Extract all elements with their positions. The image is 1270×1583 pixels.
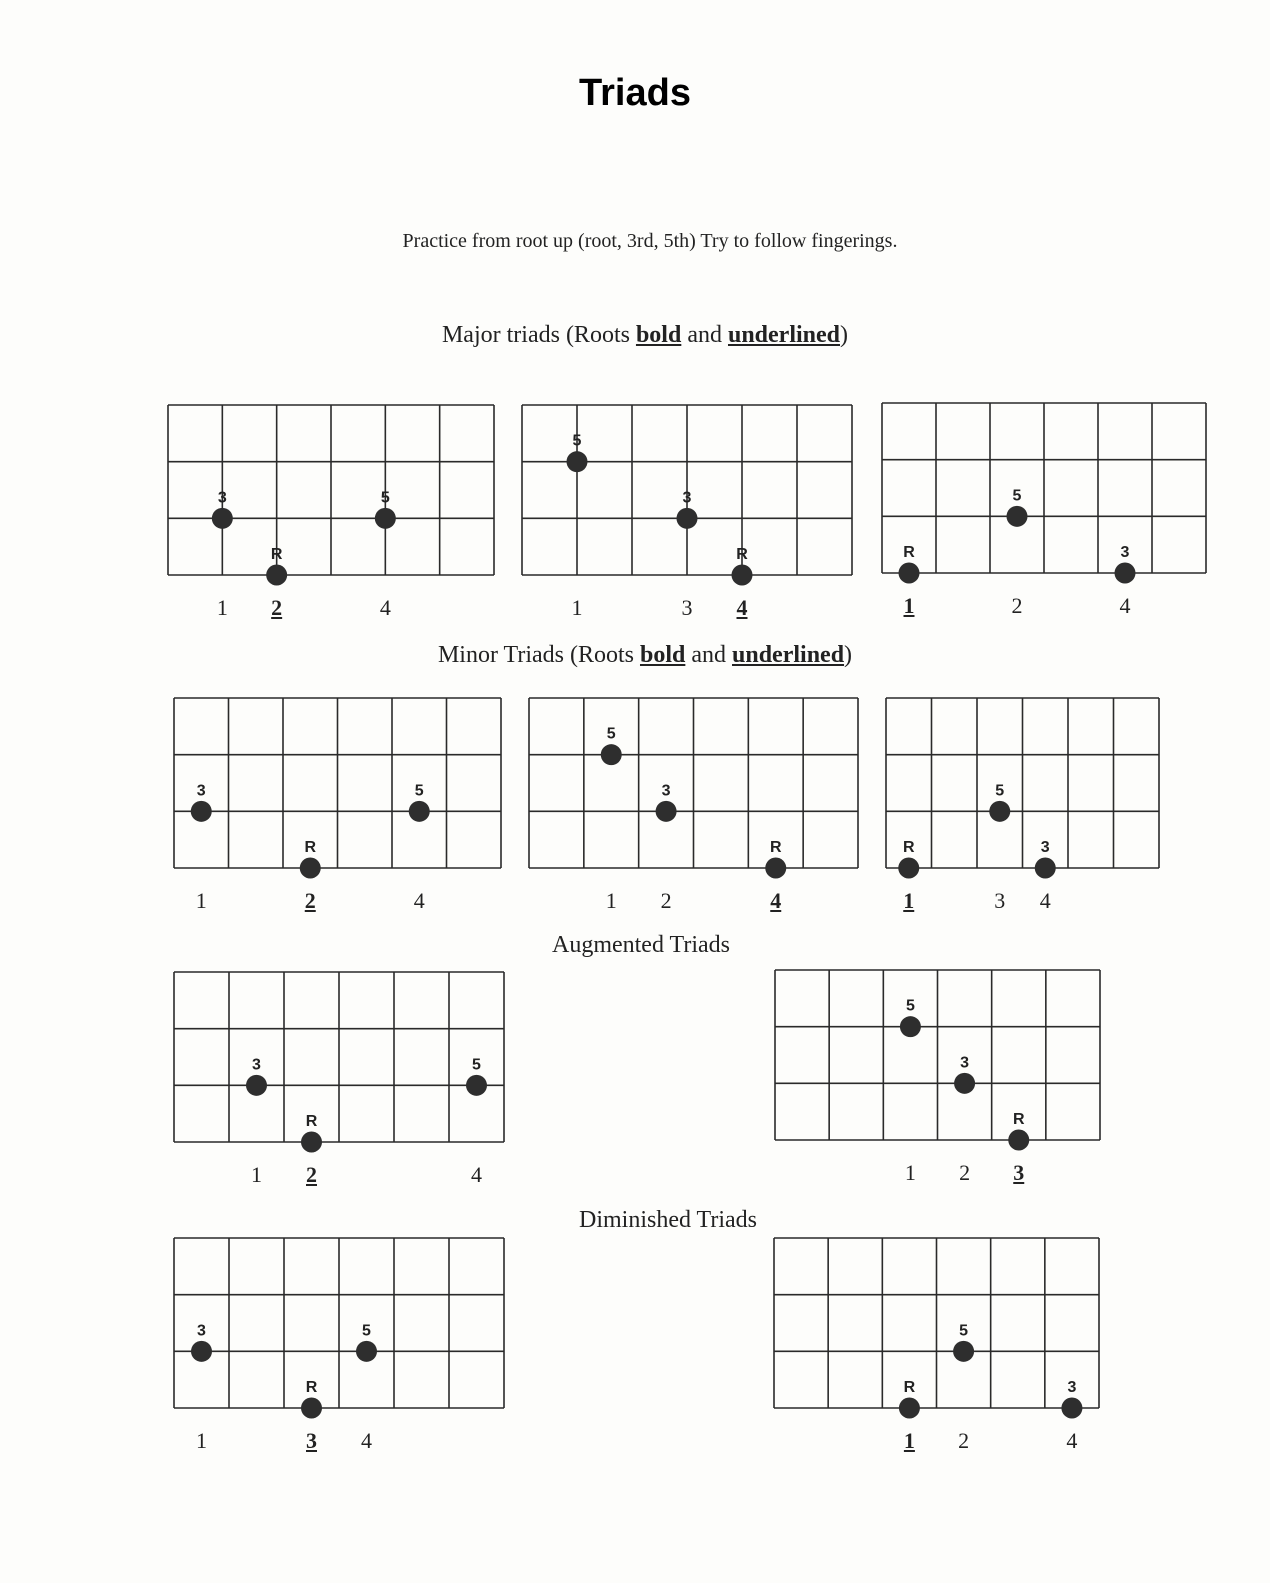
note-label: 3 [1120,544,1130,561]
fretboard-diagram [174,972,504,1187]
note-label: R [270,546,283,563]
heading-minor: Minor Triads (Roots bold and underlined) [437,642,853,668]
fingering-number: 4 [471,1162,482,1187]
fingering-number: 1 [605,888,617,913]
fingering-number: 4 [1066,1428,1078,1453]
fingering-number: 2 [959,1160,971,1185]
note-label: R [305,1379,318,1396]
root-fingering-number: 2 [271,595,283,620]
note-label: 3 [197,1322,206,1340]
note-label: R [769,839,782,856]
fretboard-diagram [168,405,494,620]
note-label: 5 [905,997,915,1015]
note-label: R [902,839,915,856]
fingering-row [174,698,501,913]
fingering-row [882,403,1206,618]
fretboard-diagram [886,698,1159,913]
fingering-row [522,405,852,620]
fingering-number: 4 [413,888,425,913]
fretboard-diagram [529,698,858,913]
note-label: 3 [1067,1379,1077,1396]
note-label: R [903,1379,916,1396]
root-fingering-number: 3 [306,1428,317,1453]
underlined-word: underlined [732,642,845,668]
fretboard-diagram [174,698,501,913]
note-label: R [304,839,317,856]
note-label: R [903,544,915,561]
fingering-number: 1 [196,1428,207,1453]
fingering-row [174,972,504,1187]
note-label: 5 [380,489,390,507]
fingering-number: 4 [1039,888,1051,913]
note-label: 3 [196,782,206,800]
fingering-number: 4 [379,595,391,620]
note-label: R [305,1113,318,1130]
fingering-number: 3 [994,888,1006,913]
heading-augmented: Augmented Triads [551,932,730,958]
fretboard-diagram [774,1238,1099,1453]
note-label: 3 [960,1054,970,1072]
note-label: 3 [682,489,692,507]
fingering-number: 1 [216,595,228,620]
note-label: 5 [472,1056,481,1074]
note-label: 5 [959,1322,969,1340]
root-fingering-number: 4 [770,888,782,913]
heading-major: Major triads (Roots bold and underlined) [441,322,849,348]
fretboard-diagram [775,970,1100,1185]
note-label: 3 [1040,839,1050,856]
fingering-row [886,698,1159,913]
root-fingering-number: 1 [903,593,915,618]
note-label: R [1012,1111,1025,1128]
fingering-number: 4 [361,1428,372,1453]
underlined-word: underlined [727,322,841,348]
fingering-row [168,405,494,620]
fingering-row [174,1238,504,1453]
fingering-number: 1 [571,595,583,620]
fingering-number: 1 [251,1162,262,1187]
fingering-number: 1 [904,1160,916,1185]
bold-word: bold [635,322,682,348]
root-fingering-number: 2 [306,1162,317,1187]
root-fingering-number: 1 [903,888,915,913]
note-label: 3 [661,782,671,800]
fingering-number: 1 [195,888,207,913]
root-fingering-number: 4 [736,595,748,620]
fingering-number: 3 [681,595,693,620]
bold-word: bold [639,642,686,668]
fingering-number: 2 [1011,593,1023,618]
root-fingering-number: 3 [1013,1160,1025,1185]
page-title: Triads [579,72,691,114]
fingering-number: 2 [660,888,672,913]
note-label: 5 [414,782,424,800]
root-fingering-number: 2 [304,888,316,913]
note-label: 5 [995,782,1005,800]
fretboard-diagram [882,403,1206,618]
fretboard-diagram [174,1238,504,1453]
fingering-number: 4 [1119,593,1131,618]
intro-text: Practice from root up (root, 3rd, 5th) Try to follow fingerings. [402,230,898,252]
fingering-row [774,1238,1099,1453]
note-label: R [736,546,748,563]
note-label: 5 [606,725,616,743]
heading-diminished: Diminished Triads [578,1207,758,1233]
note-label: 5 [572,432,582,450]
note-label: 3 [252,1056,261,1074]
fingering-row [529,698,858,913]
note-label: 3 [217,489,227,507]
fretboard-diagram [522,405,852,620]
fingering-number: 2 [958,1428,970,1453]
fingering-row [775,970,1100,1185]
note-label: 5 [362,1322,371,1340]
root-fingering-number: 1 [903,1428,915,1453]
note-label: 5 [1012,487,1022,505]
